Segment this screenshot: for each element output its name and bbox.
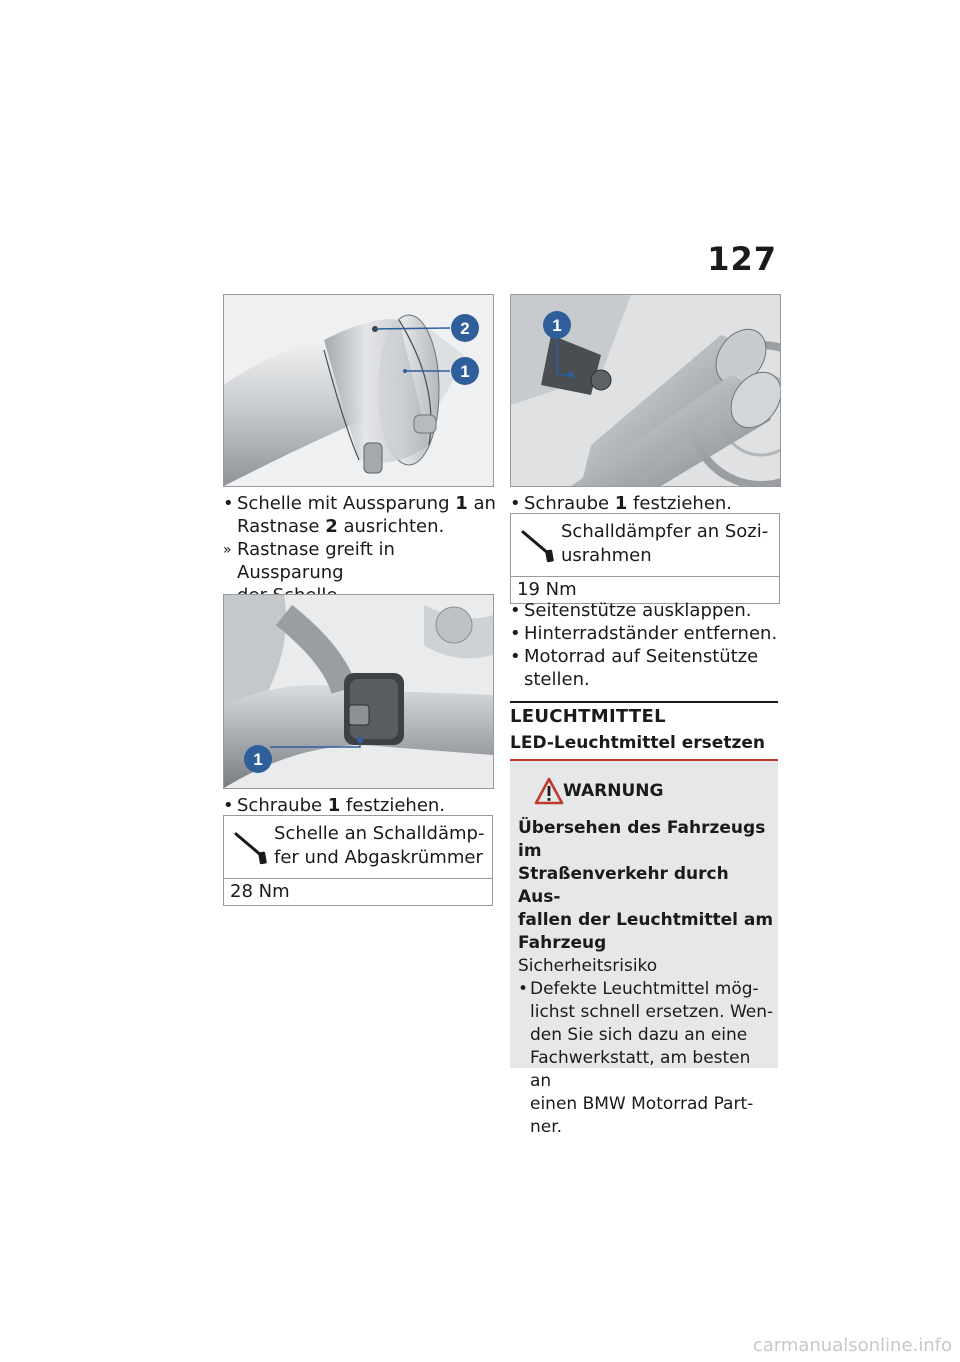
figure-clamp-alignment xyxy=(223,294,494,487)
warning-content: Übersehen des Fahrzeugs im Straßenverkehr durch Aus- fallen der Leuchtmittel am Fahrzeug Sicherheitsrisiko • Defekte Leuchtmittel mög- lichst schnell ersetzen. Wen- den Sie sich dazu an eine Fachwerkstatt, am besten an einen BMW Motorrad Part- ner. xyxy=(518,817,776,1139)
torque-value: 19 Nm xyxy=(517,579,577,600)
bullet-icon: • xyxy=(518,979,529,999)
warning-heading: Straßenverkehr durch Aus- xyxy=(518,864,729,907)
section-divider xyxy=(510,701,778,703)
figure-clamp-screw-illustration xyxy=(224,595,493,788)
torque-desc-line: Schelle an Schalldämp- xyxy=(274,823,485,844)
warning-label: WARNUNG xyxy=(563,781,664,801)
watermark: carmanualsonline.info xyxy=(752,1335,952,1356)
callout-2: 2 xyxy=(460,319,470,338)
step-tighten-screw-left: • Schraube 1 festziehen. xyxy=(223,795,446,816)
step-tighten-screw-right: • Schraube 1 festziehen. xyxy=(510,493,733,514)
torque-desc-line: Schalldämpfer an Sozi- xyxy=(561,521,769,542)
section-title: LEUCHTMITTEL xyxy=(510,706,666,727)
page-number: 127 xyxy=(707,240,777,278)
torque-value: 28 Nm xyxy=(230,881,290,902)
torque-desc-line: fer und Abgaskrümmer xyxy=(274,847,483,868)
bullet-icon: • xyxy=(223,795,234,816)
callout-1: 1 xyxy=(253,750,263,769)
figure-silencer-screw xyxy=(510,294,781,487)
bullet-icon: • xyxy=(510,493,521,514)
warning-box xyxy=(510,761,778,1137)
figure-silencer-illustration xyxy=(511,295,780,486)
warning-heading: fallen der Leuchtmittel am xyxy=(518,910,774,930)
steps-side-stand: • Seitenstütze ausklappen. • Hinterradständer entfernen. • Motorrad auf Seitenstütze stellen. xyxy=(510,600,778,690)
warning-heading: Fahrzeug xyxy=(518,933,607,953)
torque-wrench-icon xyxy=(519,526,557,564)
warning-risk: Sicherheitsrisiko xyxy=(518,956,658,976)
bullet-icon: • xyxy=(223,493,234,514)
torque-desc-line: usrahmen xyxy=(561,545,652,566)
bullet-icon: • xyxy=(510,600,521,621)
warning-triangle-icon xyxy=(534,777,564,805)
figure-clamp-alignment-illustration xyxy=(224,295,493,486)
warning-heading: Übersehen des Fahrzeugs im xyxy=(518,818,766,861)
torque-wrench-icon xyxy=(232,828,270,866)
torque-box-left xyxy=(223,815,493,906)
callout-1: 1 xyxy=(460,362,470,381)
bullet-icon: • xyxy=(510,623,521,644)
torque-box-right xyxy=(510,513,780,604)
subsection-title: LED-Leuchtmittel ersetzen xyxy=(510,733,765,753)
result-arrow-icon: » xyxy=(223,542,232,558)
figure-clamp-screw xyxy=(223,594,494,789)
callout-1: 1 xyxy=(552,316,562,335)
step-align-clamp: • Schelle mit Aussparung 1 an Rastnase 2 ausrichten. » Rastnase greift in Aussparung xyxy=(223,493,496,583)
bullet-icon: • xyxy=(510,646,521,667)
